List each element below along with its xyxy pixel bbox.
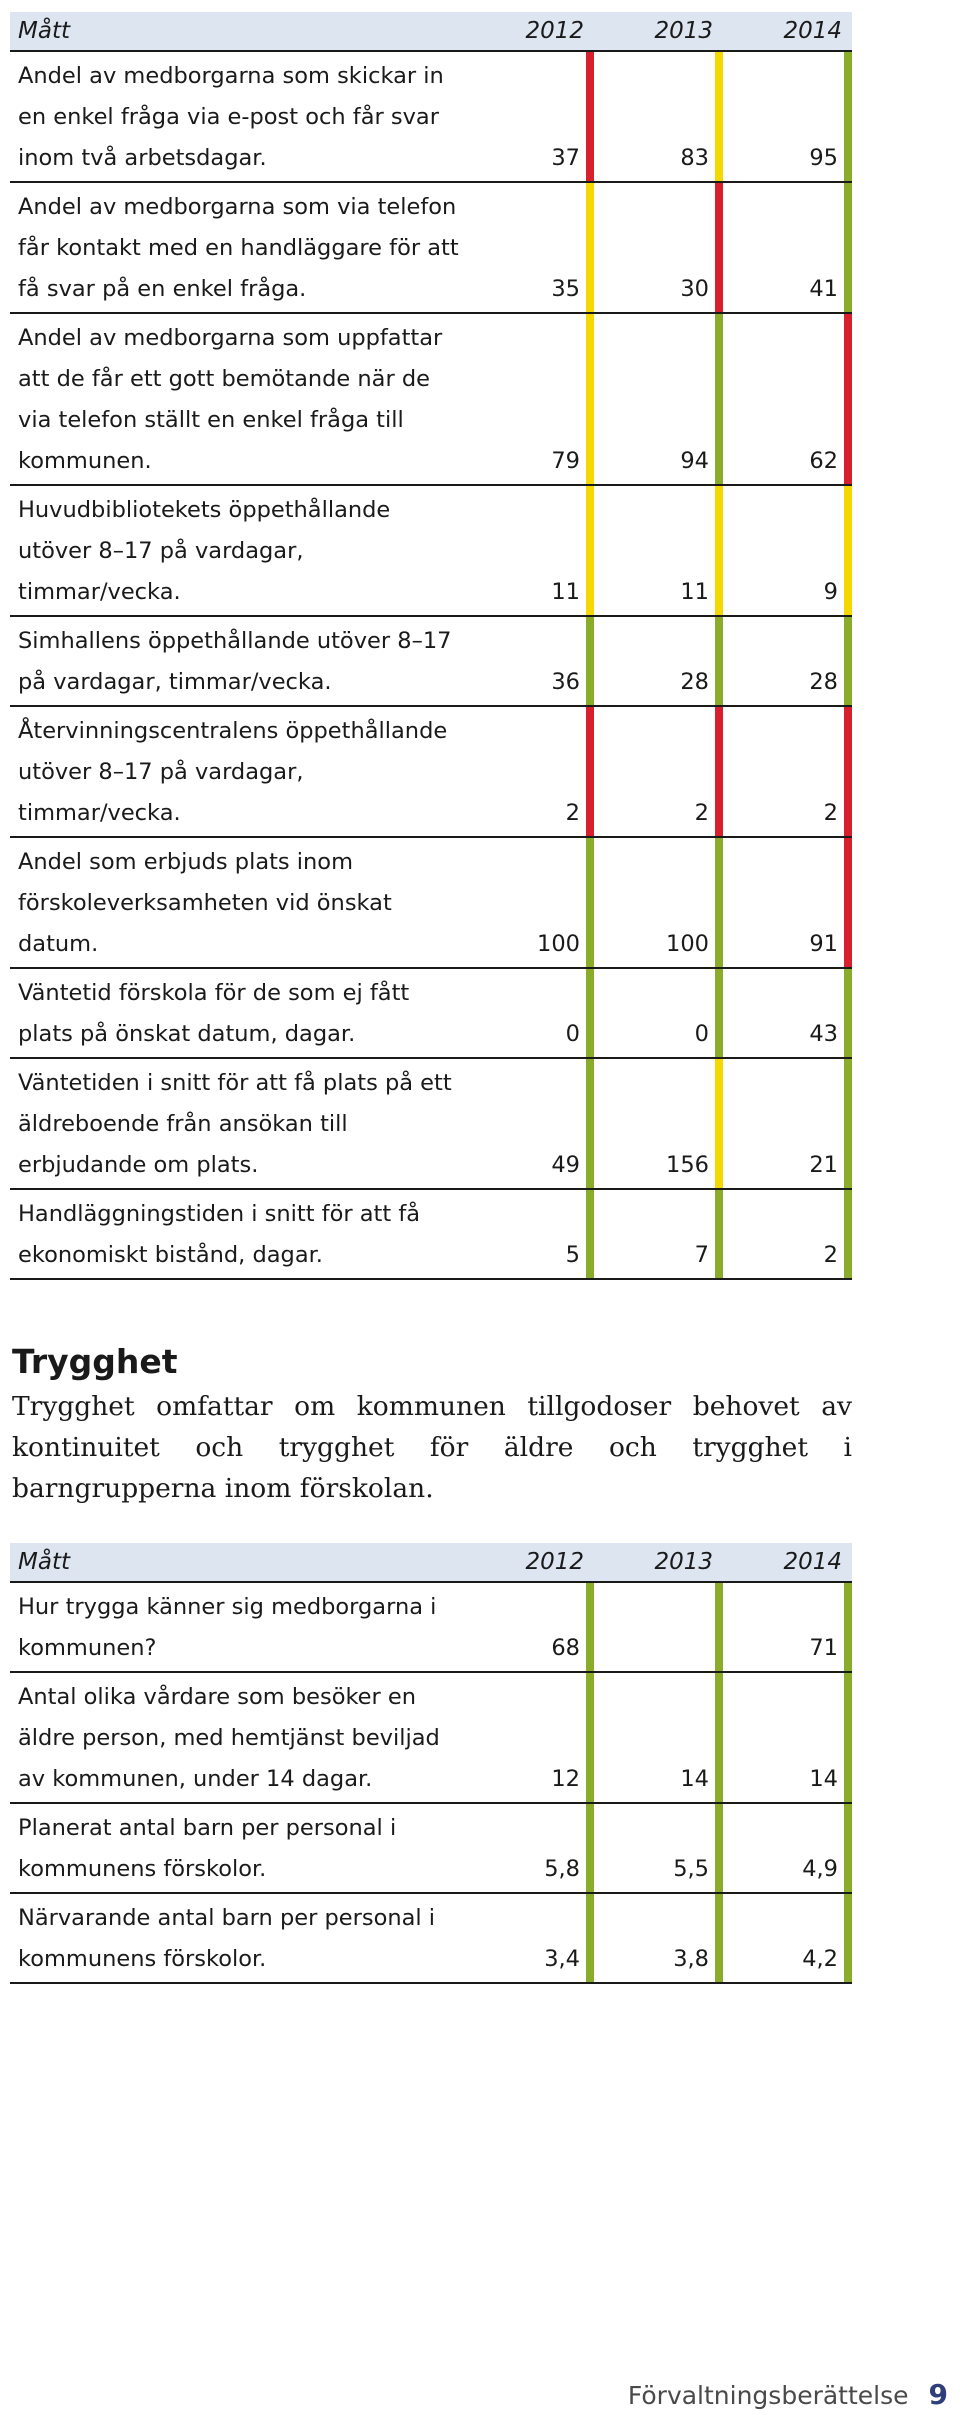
row-label: Andel av medborgarna som via telefon får kontakt med en handläggare för att få svar på en enkel fråga. <box>18 194 459 302</box>
table-row <box>10 616 852 706</box>
value-2014: 4,9 <box>723 1803 852 1893</box>
value-2013 <box>594 1582 723 1672</box>
row-label: Simhallens öppethållande utöver 8–17 på vardagar, timmar/vecka. <box>18 628 452 695</box>
value-2012: 37 <box>465 51 594 182</box>
value-2014: 43 <box>723 968 852 1058</box>
value-2013: 5,5 <box>594 1803 723 1893</box>
row-label: Återvinningscentralens öppethållande utöver 8–17 på vardagar, timmar/vecka. <box>18 718 448 826</box>
row-label: Handläggningstiden i snitt för att få ekonomiskt bistånd, dagar. <box>18 1201 421 1268</box>
row-label: Andel som erbjuds plats inom förskoleverksamheten vid önskat datum. <box>18 849 392 957</box>
table-row <box>10 1803 852 1893</box>
row-label: Huvudbibliotekets öppethållande utöver 8–17 på vardagar, timmar/vecka. <box>18 497 391 605</box>
value-2013: 100 <box>594 837 723 968</box>
value-2014: 71 <box>723 1582 852 1672</box>
value-2014: 62 <box>723 313 852 485</box>
table-row <box>10 1893 852 1983</box>
value-2013: 2 <box>594 706 723 837</box>
value-2013: 0 <box>594 968 723 1058</box>
value-2014: 9 <box>723 485 852 616</box>
header-year-2012: 2012 <box>465 12 594 51</box>
table-row <box>10 1058 852 1189</box>
value-2014: 21 <box>723 1058 852 1189</box>
value-2013: 94 <box>594 313 723 485</box>
header-label: Mått <box>10 12 465 51</box>
row-label: Planerat antal barn per personal i kommunens förskolor. <box>18 1815 397 1882</box>
value-2014: 2 <box>723 706 852 837</box>
value-2012: 3,4 <box>465 1893 594 1983</box>
header-label: Mått <box>10 1543 465 1582</box>
header-year-2014: 2014 <box>723 1543 852 1582</box>
table-row <box>10 485 852 616</box>
row-label: Väntetid förskola för de som ej fått plats på önskat datum, dagar. <box>18 980 410 1047</box>
header-year-2012: 2012 <box>465 1543 594 1582</box>
value-2012: 49 <box>465 1058 594 1189</box>
table-header-row <box>10 1543 852 1582</box>
section-body: Trygghet omfattar om kommunen tillgodoser behovet av kontinuitet och trygghet för äldre och trygghet i barngrupperna inom förskolan. <box>12 1391 852 1504</box>
header-year-2013: 2013 <box>594 12 723 51</box>
page-number: 9 <box>928 2378 948 2411</box>
row-label: Närvarande antal barn per personal i kommunens förskolor. <box>18 1905 436 1972</box>
value-2013: 156 <box>594 1058 723 1189</box>
row-label: Hur trygga känner sig medborgarna i kommunen? <box>18 1594 437 1661</box>
value-2013: 7 <box>594 1189 723 1279</box>
value-2013: 11 <box>594 485 723 616</box>
table-row <box>10 182 852 313</box>
value-2012: 100 <box>465 837 594 968</box>
value-2012: 35 <box>465 182 594 313</box>
value-2012: 5 <box>465 1189 594 1279</box>
row-label: Antal olika vårdare som besöker en äldre person, med hemtjänst beviljad av kommunen, under 14 dagar. <box>18 1684 440 1792</box>
value-2014: 91 <box>723 837 852 968</box>
value-2014: 41 <box>723 182 852 313</box>
header-year-2013: 2013 <box>594 1543 723 1582</box>
value-2014: 95 <box>723 51 852 182</box>
value-2012: 68 <box>465 1582 594 1672</box>
row-label: Andel av medborgarna som skickar in en enkel fråga via e-post och får svar inom två arbetsdagar. <box>18 63 444 171</box>
value-2012: 79 <box>465 313 594 485</box>
header-year-2014: 2014 <box>723 12 852 51</box>
table-body <box>10 1582 852 1983</box>
table-row <box>10 968 852 1058</box>
trygghet-section <box>12 1340 852 1509</box>
value-2013: 83 <box>594 51 723 182</box>
table-row <box>10 1189 852 1279</box>
table-header-row <box>10 12 852 51</box>
table-row <box>10 313 852 485</box>
value-2012: 0 <box>465 968 594 1058</box>
table-row <box>10 51 852 182</box>
table-row <box>10 837 852 968</box>
value-2012: 36 <box>465 616 594 706</box>
value-2012: 5,8 <box>465 1803 594 1893</box>
row-label: Andel av medborgarna som uppfattar att de får ett gott bemötande när de via telefon ställt en enkel fråga till kommunen. <box>18 325 443 474</box>
page-footer <box>628 2378 948 2411</box>
value-2013: 14 <box>594 1672 723 1803</box>
value-2014: 2 <box>723 1189 852 1279</box>
section-title: Trygghet <box>12 1342 178 1381</box>
table-row <box>10 706 852 837</box>
value-2012: 11 <box>465 485 594 616</box>
value-2014: 14 <box>723 1672 852 1803</box>
measures-table-1 <box>10 12 852 1280</box>
table-row <box>10 1672 852 1803</box>
row-label: Väntetiden i snitt för att få plats på ett äldreboende från ansökan till erbjudande om plats. <box>18 1070 452 1178</box>
table-body <box>10 51 852 1279</box>
value-2013: 3,8 <box>594 1893 723 1983</box>
value-2012: 12 <box>465 1672 594 1803</box>
value-2012: 2 <box>465 706 594 837</box>
measures-table-2 <box>10 1543 852 1984</box>
value-2013: 28 <box>594 616 723 706</box>
table-row <box>10 1582 852 1672</box>
value-2013: 30 <box>594 182 723 313</box>
value-2014: 28 <box>723 616 852 706</box>
value-2014: 4,2 <box>723 1893 852 1983</box>
footer-title: Förvaltningsberättelse <box>627 2381 909 2410</box>
